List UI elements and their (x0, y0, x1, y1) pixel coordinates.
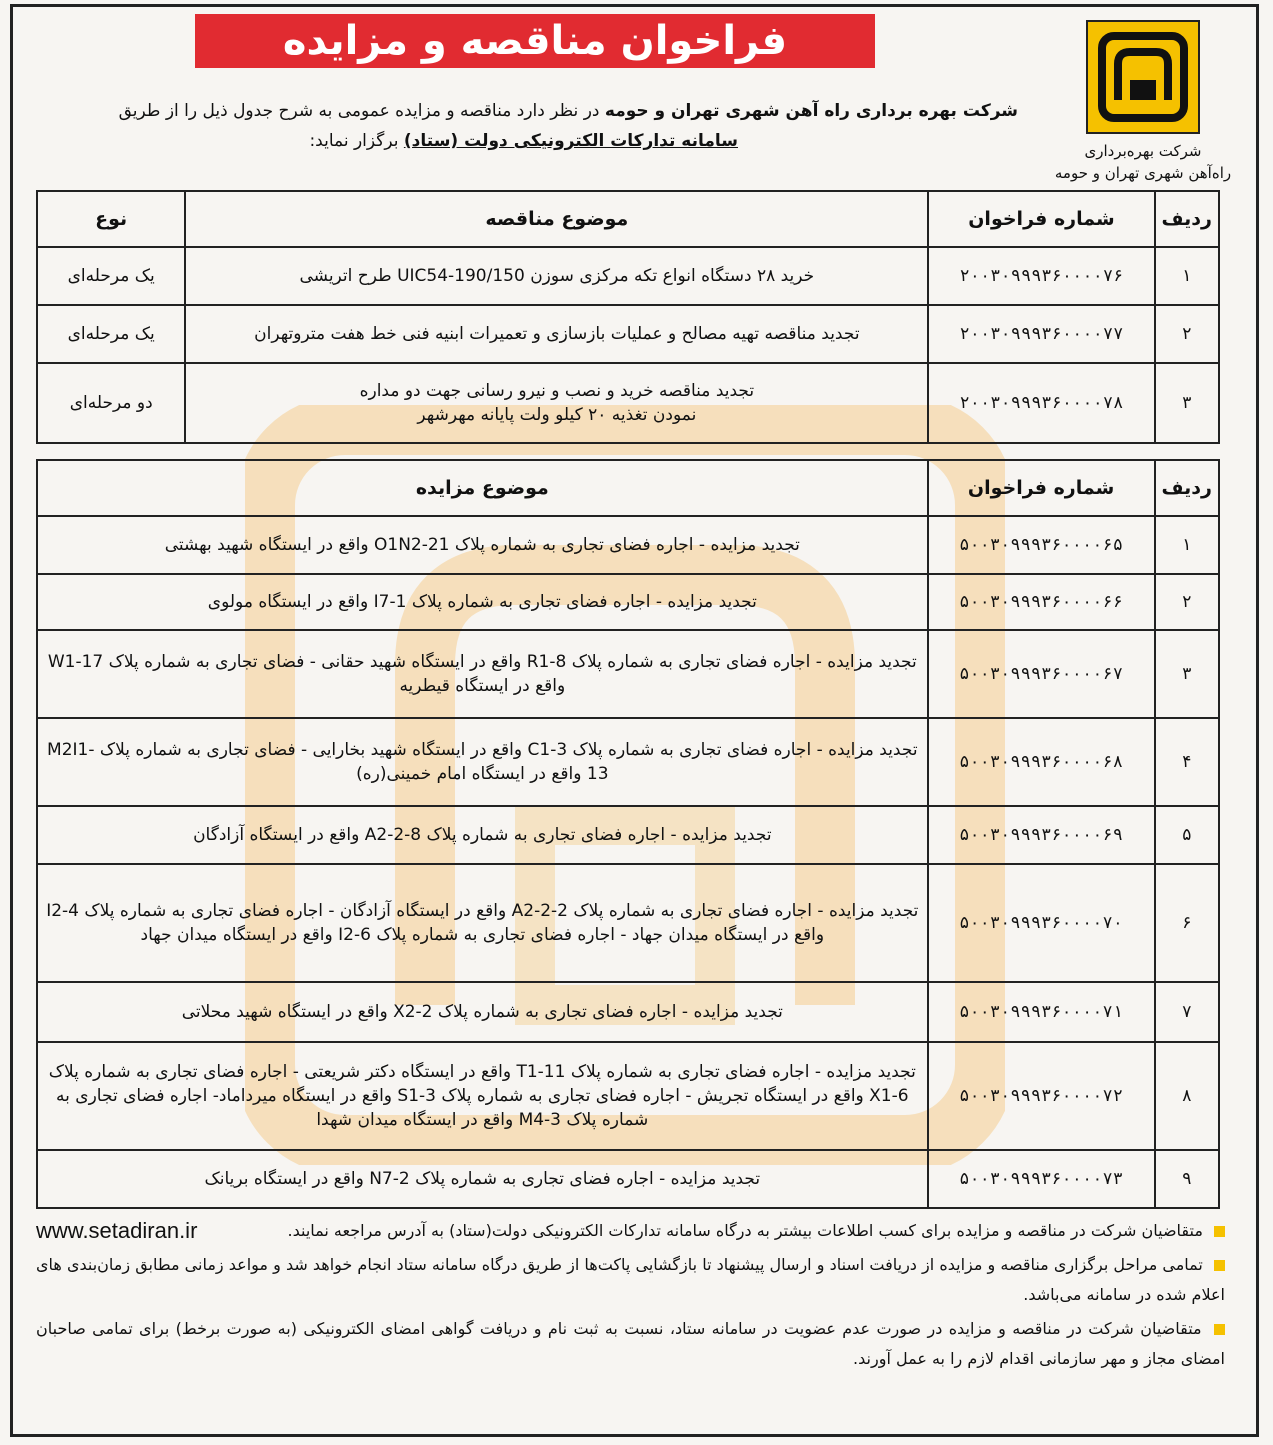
subject-cell: تجدید مزایده - اجاره فضای تجاری به شماره پلاک I7-1 واقع در ایستگاه مولوی (37, 574, 928, 630)
call-number: ۲۰۰۳۰۹۹۹۳۶۰۰۰۰۷۶ (928, 247, 1154, 305)
row-index: ۶ (1155, 864, 1219, 982)
subject-cell: تجدید مزایده - اجاره فضای تجاری به شماره پلاک C1-3 واقع در ایستگاه شهید بخارایی - فضای تجاری به شماره پلاک M2I1-13 واقع در ایستگاه امام خمینی(ره) (37, 718, 928, 806)
footer-note-1 (36, 1216, 1225, 1246)
table-row (37, 247, 1219, 305)
footer-note-1-text: متقاضیان شرکت در مناقصه و مزایده برای کسب اطلاعات بیشتر به درگاه سامانه تدارکات الکترونیکی دولت(ستاد) به آدرس (387, 1221, 1203, 1240)
table-row (37, 1150, 1219, 1208)
subject-cell: تجدید مناقصه خرید و نصب و نیرو رسانی جهت دو مداره نمودن تغذیه ۲۰ کیلو ولت پایانه مهرشهر (185, 363, 928, 443)
metro-logo-icon (1086, 20, 1200, 134)
call-number: ۵۰۰۳۰۹۹۹۳۶۰۰۰۰۶۸ (928, 718, 1155, 806)
bullet-icon (1214, 1324, 1225, 1335)
call-number: ۵۰۰۳۰۹۹۹۳۶۰۰۰۰۷۱ (928, 982, 1155, 1042)
table-row (37, 516, 1219, 574)
intro-end: برگزار نماید: (309, 131, 399, 151)
type-cell: دو مرحله‌ای (37, 363, 185, 443)
call-number: ۵۰۰۳۰۹۹۹۳۶۰۰۰۰۶۵ (928, 516, 1155, 574)
tender-header-number: شماره فراخوان (928, 191, 1154, 247)
subject-cell: تجدید مزایده - اجاره فضای تجاری به شماره پلاک X2-2 واقع در ایستگاه شهید محلاتی (37, 982, 928, 1042)
subject-cell: تجدید مزایده - اجاره فضای تجاری به شماره پلاک O1N2-21 واقع در ایستگاه شهید بهشتی (37, 516, 928, 574)
subject-cell: تجدید مزایده - اجاره فضای تجاری به شماره پلاک T1-11 واقع در ایستگاه دکتر شریعتی - اجاره فضای تجاری به شماره پلاک X1-6 واقع در ایستگاه تجریش - اجاره فضای تجاری به شماره پلاک S1-3 واقع در ایستگاه میرداماد- اجاره فضای تجاری به شماره پلاک M4-3 واقع در ایستگاه میدان شهدا (37, 1042, 928, 1150)
tender-header-subject: موضوع مناقصه (185, 191, 928, 247)
call-number: ۲۰۰۳۰۹۹۹۳۶۰۰۰۰۷۷ (928, 305, 1154, 363)
footer-notes (36, 1216, 1225, 1378)
table-row (37, 806, 1219, 864)
table-row (37, 630, 1219, 718)
type-cell: یک مرحله‌ای (37, 305, 185, 363)
subject-cell: تجدید مزایده - اجاره فضای تجاری به شماره پلاک A2-2-2 واقع در ایستگاه آزادگان - اجاره فضای تجاری به شماره پلاک I2-4 واقع در ایستگاه میدان جهاد - اجاره فضای تجاری به شماره پلاک I2-6 واقع در ایستگاه میدان جهاد (37, 864, 928, 982)
tender-header-row: ردیف (1155, 191, 1219, 247)
auction-header-number: شماره فراخوان (928, 460, 1155, 516)
subject-cell: تجدید مزایده - اجاره فضای تجاری به شماره پلاک N7-2 واقع در ایستگاه بریانک (37, 1150, 928, 1208)
table-row (37, 1042, 1219, 1150)
tender-table (36, 190, 1220, 444)
row-index: ۹ (1155, 1150, 1219, 1208)
auction-header-subject: موضوع مزایده (37, 460, 928, 516)
row-index: ۴ (1155, 718, 1219, 806)
table-row (37, 982, 1219, 1042)
org-caption (1043, 140, 1243, 184)
table-row (37, 363, 1219, 443)
row-index: ۵ (1155, 806, 1219, 864)
row-index: ۲ (1155, 574, 1219, 630)
row-index: ۳ (1155, 630, 1219, 718)
row-index: ۷ (1155, 982, 1219, 1042)
call-number: ۵۰۰۳۰۹۹۹۳۶۰۰۰۰۶۶ (928, 574, 1155, 630)
company-logo-block (1043, 20, 1243, 184)
intro-system: سامانه تدارکات الکترونیکی دولت (ستاد) (403, 131, 738, 151)
call-number: ۵۰۰۳۰۹۹۹۳۶۰۰۰۰۷۳ (928, 1150, 1155, 1208)
bullet-icon (1214, 1226, 1225, 1237)
footer-note-3 (36, 1314, 1225, 1374)
table-row (37, 718, 1219, 806)
subject-cell: خرید ۲۸ دستگاه انواع تکه مرکزی سوزن UIC54-190/150 طرح اتریشی (185, 247, 928, 305)
row-index: ۱ (1155, 516, 1219, 574)
call-number: ۵۰۰۳۰۹۹۹۳۶۰۰۰۰۶۷ (928, 630, 1155, 718)
subject-cell: تجدید مناقصه تهیه مصالح و عملیات بازسازی و تعمیرات ابنیه فنی خط هفت متروتهران (185, 305, 928, 363)
type-cell: یک مرحله‌ای (37, 247, 185, 305)
call-number: ۵۰۰۳۰۹۹۹۳۶۰۰۰۰۶۹ (928, 806, 1155, 864)
intro-paragraph (50, 96, 1018, 156)
row-index: ۸ (1155, 1042, 1219, 1150)
row-index: ۲ (1155, 305, 1219, 363)
call-number: ۲۰۰۳۰۹۹۹۳۶۰۰۰۰۷۸ (928, 363, 1154, 443)
row-index: ۱ (1155, 247, 1219, 305)
intro-company: شرکت بهره برداری راه آهن شهری تهران و حومه (604, 101, 1018, 121)
table-row (37, 574, 1219, 630)
footer-note-1-end: مراجعه نمایند. (287, 1221, 382, 1240)
row-index: ۳ (1155, 363, 1219, 443)
call-number: ۵۰۰۳۰۹۹۹۳۶۰۰۰۰۷۰ (928, 864, 1155, 982)
tender-header-type: نوع (37, 191, 185, 247)
intro-text: در نظر دارد مناقصه و مزایده عمومی به شرح جدول ذیل را از طریق (118, 101, 600, 121)
call-number: ۵۰۰۳۰۹۹۹۳۶۰۰۰۰۷۲ (928, 1042, 1155, 1150)
table-row (37, 305, 1219, 363)
footer-note-2 (36, 1250, 1225, 1310)
bullet-icon (1214, 1260, 1225, 1271)
subject-cell: تجدید مزایده - اجاره فضای تجاری به شماره پلاک R1-8 واقع در ایستگاه شهید حقانی - فضای تجاری به شماره پلاک W1-17 واقع در ایستگاه قیطریه (37, 630, 928, 718)
table-row (37, 864, 1219, 982)
footer-note-2-text: تمامی مراحل برگزاری مناقصه و مزایده از دریافت اسناد و ارسال پیشنهاد تا بازگشایی پاکت‌ها از طریق درگاه سامانه ستاد انجام خواهد شد و مواعد زمانی مطابق زمان‌بندی های اعلام شده در سامانه می‌باشد. (36, 1255, 1225, 1304)
auction-table (36, 459, 1220, 1209)
website-link[interactable]: www.setadiran.ir (36, 1218, 198, 1243)
org-caption-line1: شرکت بهره‌برداری (1084, 142, 1202, 160)
auction-header-row: ردیف (1155, 460, 1219, 516)
subject-cell: تجدید مزایده - اجاره فضای تجاری به شماره پلاک A2-2-8 واقع در ایستگاه آزادگان (37, 806, 928, 864)
footer-note-3-text: متقاضیان شرکت در مناقصه و مزایده در صورت عدم عضویت در سامانه ستاد، نسبت به ثبت نام و دریافت گواهی امضای الکترونیکی (به صورت برخط) برای تمامی صاحبان امضای مجاز و مهر سازمانی اقدام لازم را به عمل آورند. (36, 1319, 1225, 1368)
page-title: فراخوان مناقصه و مزایده (195, 14, 875, 68)
org-caption-line2: راه‌آهن شهری تهران و حومه (1054, 164, 1232, 182)
